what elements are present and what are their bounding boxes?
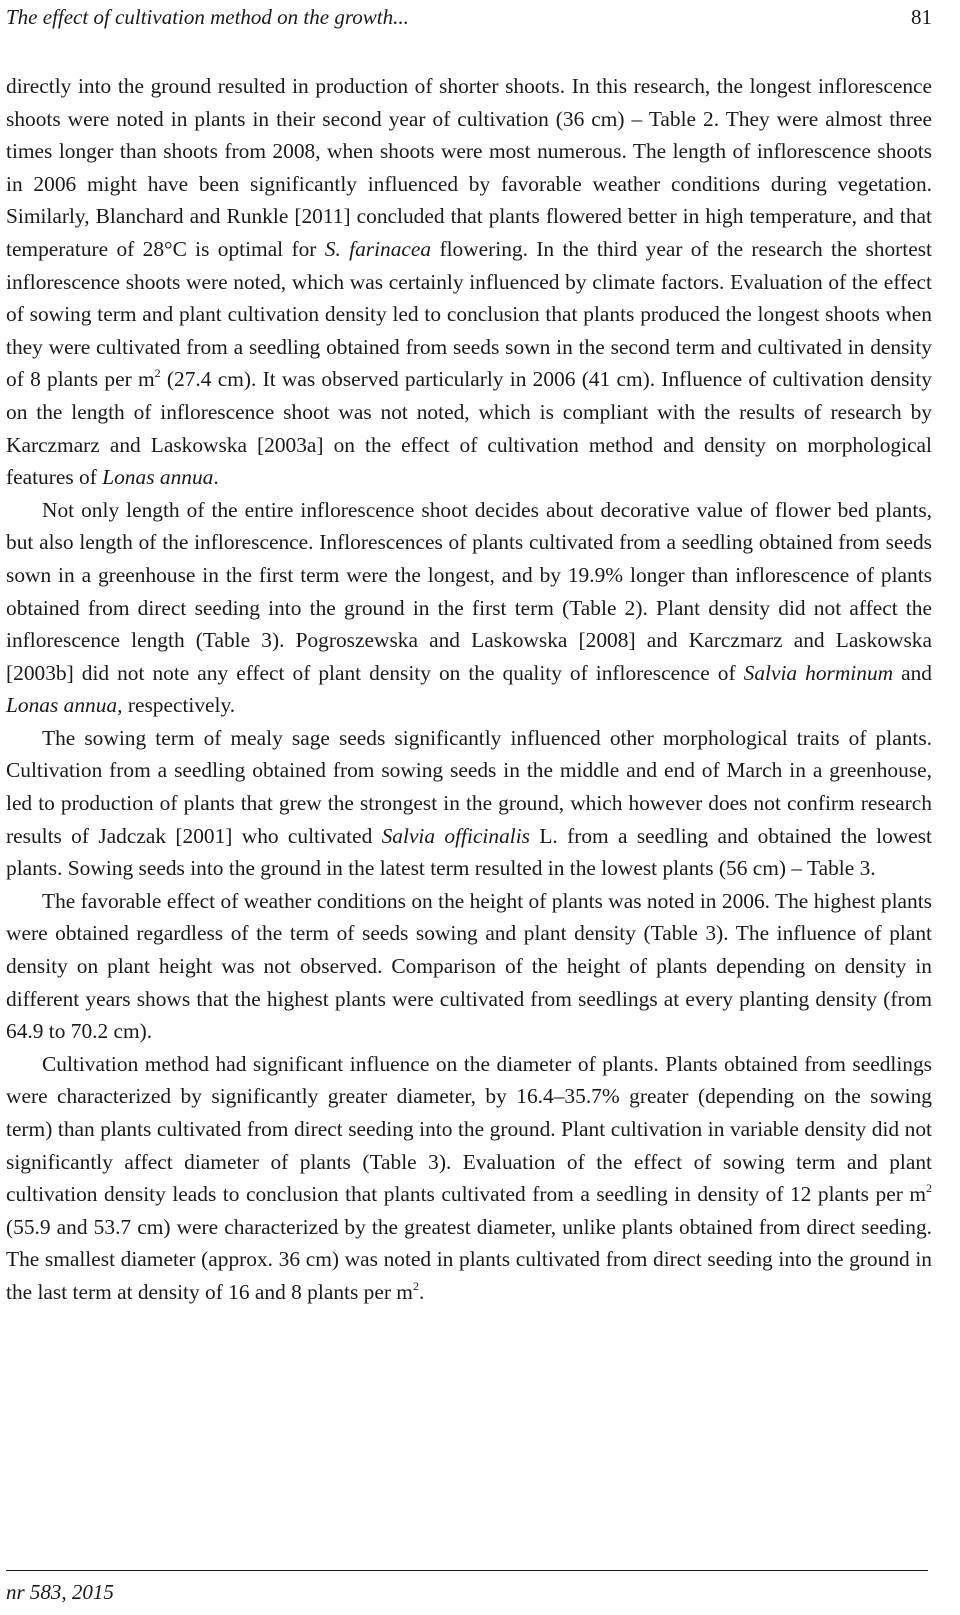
paragraph — [6, 494, 932, 722]
paragraph — [6, 1048, 932, 1309]
text-run: flowering. In the third year of the research the shortest inflorescence shoots were noted, which was certainly influenced by climate factors. Evaluation of the effect of sowing term and plant cultivation density led to conclusion that plants produced the longest shoots when they were cultivated from a seedling obtained from seeds sown in the second term and cultivated in density of 8 plants per m — [6, 236, 932, 392]
superscript: 2 — [154, 366, 161, 381]
page-number: 81 — [911, 5, 932, 29]
italic-term: Salvia officinalis — [381, 823, 530, 848]
footer-rule — [6, 1570, 928, 1571]
running-title: The effect of cultivation method on the growth... — [6, 5, 409, 29]
text-run: (27.4 cm). It was observed particularly in 2006 (41 cm). Influence of cultivation density on the length of inflorescence shoot was not noted, which is compliant with the results of research by Karczmarz and Laskowska [2003a] on the effect of cultivation method and density on morphological features of — [6, 367, 932, 490]
paragraph — [6, 722, 932, 885]
paragraph — [6, 70, 932, 494]
text-run: . — [418, 1279, 425, 1304]
text-run: and — [893, 660, 932, 685]
text-run: Cultivation method had significant influence on the diameter of plants. Plants obtained from seedlings were characterized by significantly greater diameter, by 16.4–35.7% greater (depending on the sowing term) than plants cultivated from direct seeding into the ground. Plant cultivation in variable density did not significantly affect diameter of plants (Table 3). Evaluation of the effect of sowing term and plant cultivation density leads to conclusion that plants cultivated from a seedling in density of 12 plants per m — [6, 1051, 932, 1207]
running-header — [6, 2, 932, 32]
paragraph — [6, 885, 932, 1048]
text-run: , respectively. — [117, 693, 236, 718]
text-run: The sowing term of mealy sage seeds significantly influenced other morphological traits of plants. Cultivation from a seedling obtained from sowing seeds in the middle and end of March in a greenhouse, led to production of plants that grew the strongest in the ground, which however does not confirm research results of Jadczak [2001] who cultivated — [6, 725, 932, 848]
body-text — [6, 70, 932, 1309]
italic-term: Salvia horminum — [743, 660, 894, 685]
text-run: Not only length of the entire inflorescence shoot decides about decorative value of flower bed plants, but also length of the inflorescence. Inflorescences of plants cultivated from a seedling obtained from seeds sown in a greenhouse in the first term were the longest, and by 19.9% longer than inflorescence of plants obtained from direct seeding into the ground in the first term (Table 2). Plant density did not affect the inflorescence length (Table 3). Pogroszewska and Laskowska [2008] and Karczmarz and Laskowska [2003b] did not note any effect of plant density on the quality of inflorescence of — [6, 497, 932, 685]
text-run: (55.9 and 53.7 cm) were characterized by the greatest diameter, unlike plants obtained from direct seeding. The smallest diameter (approx. 36 cm) was noted in plants cultivated from direct seeding into the ground in the last term at density of 16 and 8 plants per m — [6, 1214, 932, 1304]
superscript: 2 — [412, 1278, 419, 1293]
text-run: . — [213, 465, 219, 490]
italic-term: Lonas annua — [102, 465, 214, 490]
text-run: L. from a seedling and obtained the lowest plants. Sowing seeds into the ground in the latest term resulted in the lowest plants (56 cm) – Table 3. — [6, 823, 932, 881]
italic-term: S. farinacea — [324, 236, 432, 261]
text-run: The favorable effect of weather conditions on the height of plants was noted in 2006. The highest plants were obtained regardless of the term of seeds sowing and plant density (Table 3). The influence of plant density on plant height was not observed. Comparison of the height of plants depending on density in different years shows that the highest plants were cultivated from seedlings at every planting density (from 64.9 to 70.2 cm). — [6, 888, 932, 1044]
superscript: 2 — [926, 1181, 932, 1196]
running-footer: nr 583, 2015 — [6, 1580, 114, 1604]
text-run: directly into the ground resulted in production of shorter shoots. In this research, the longest inflorescence shoots were noted in plants in their second year of cultivation (36 cm) – Table 2. They were almost three times longer than shoots from 2008, when shoots were most numerous. The length of inflorescence shoots in 2006 might have been significantly influenced by favorable weather conditions during vegetation. Similarly, Blanchard and Runkle [2011] concluded that plants flowered better in high temperature, and that temperature of 28°C is optimal for — [6, 74, 932, 261]
italic-term: Lonas annua — [6, 693, 118, 718]
